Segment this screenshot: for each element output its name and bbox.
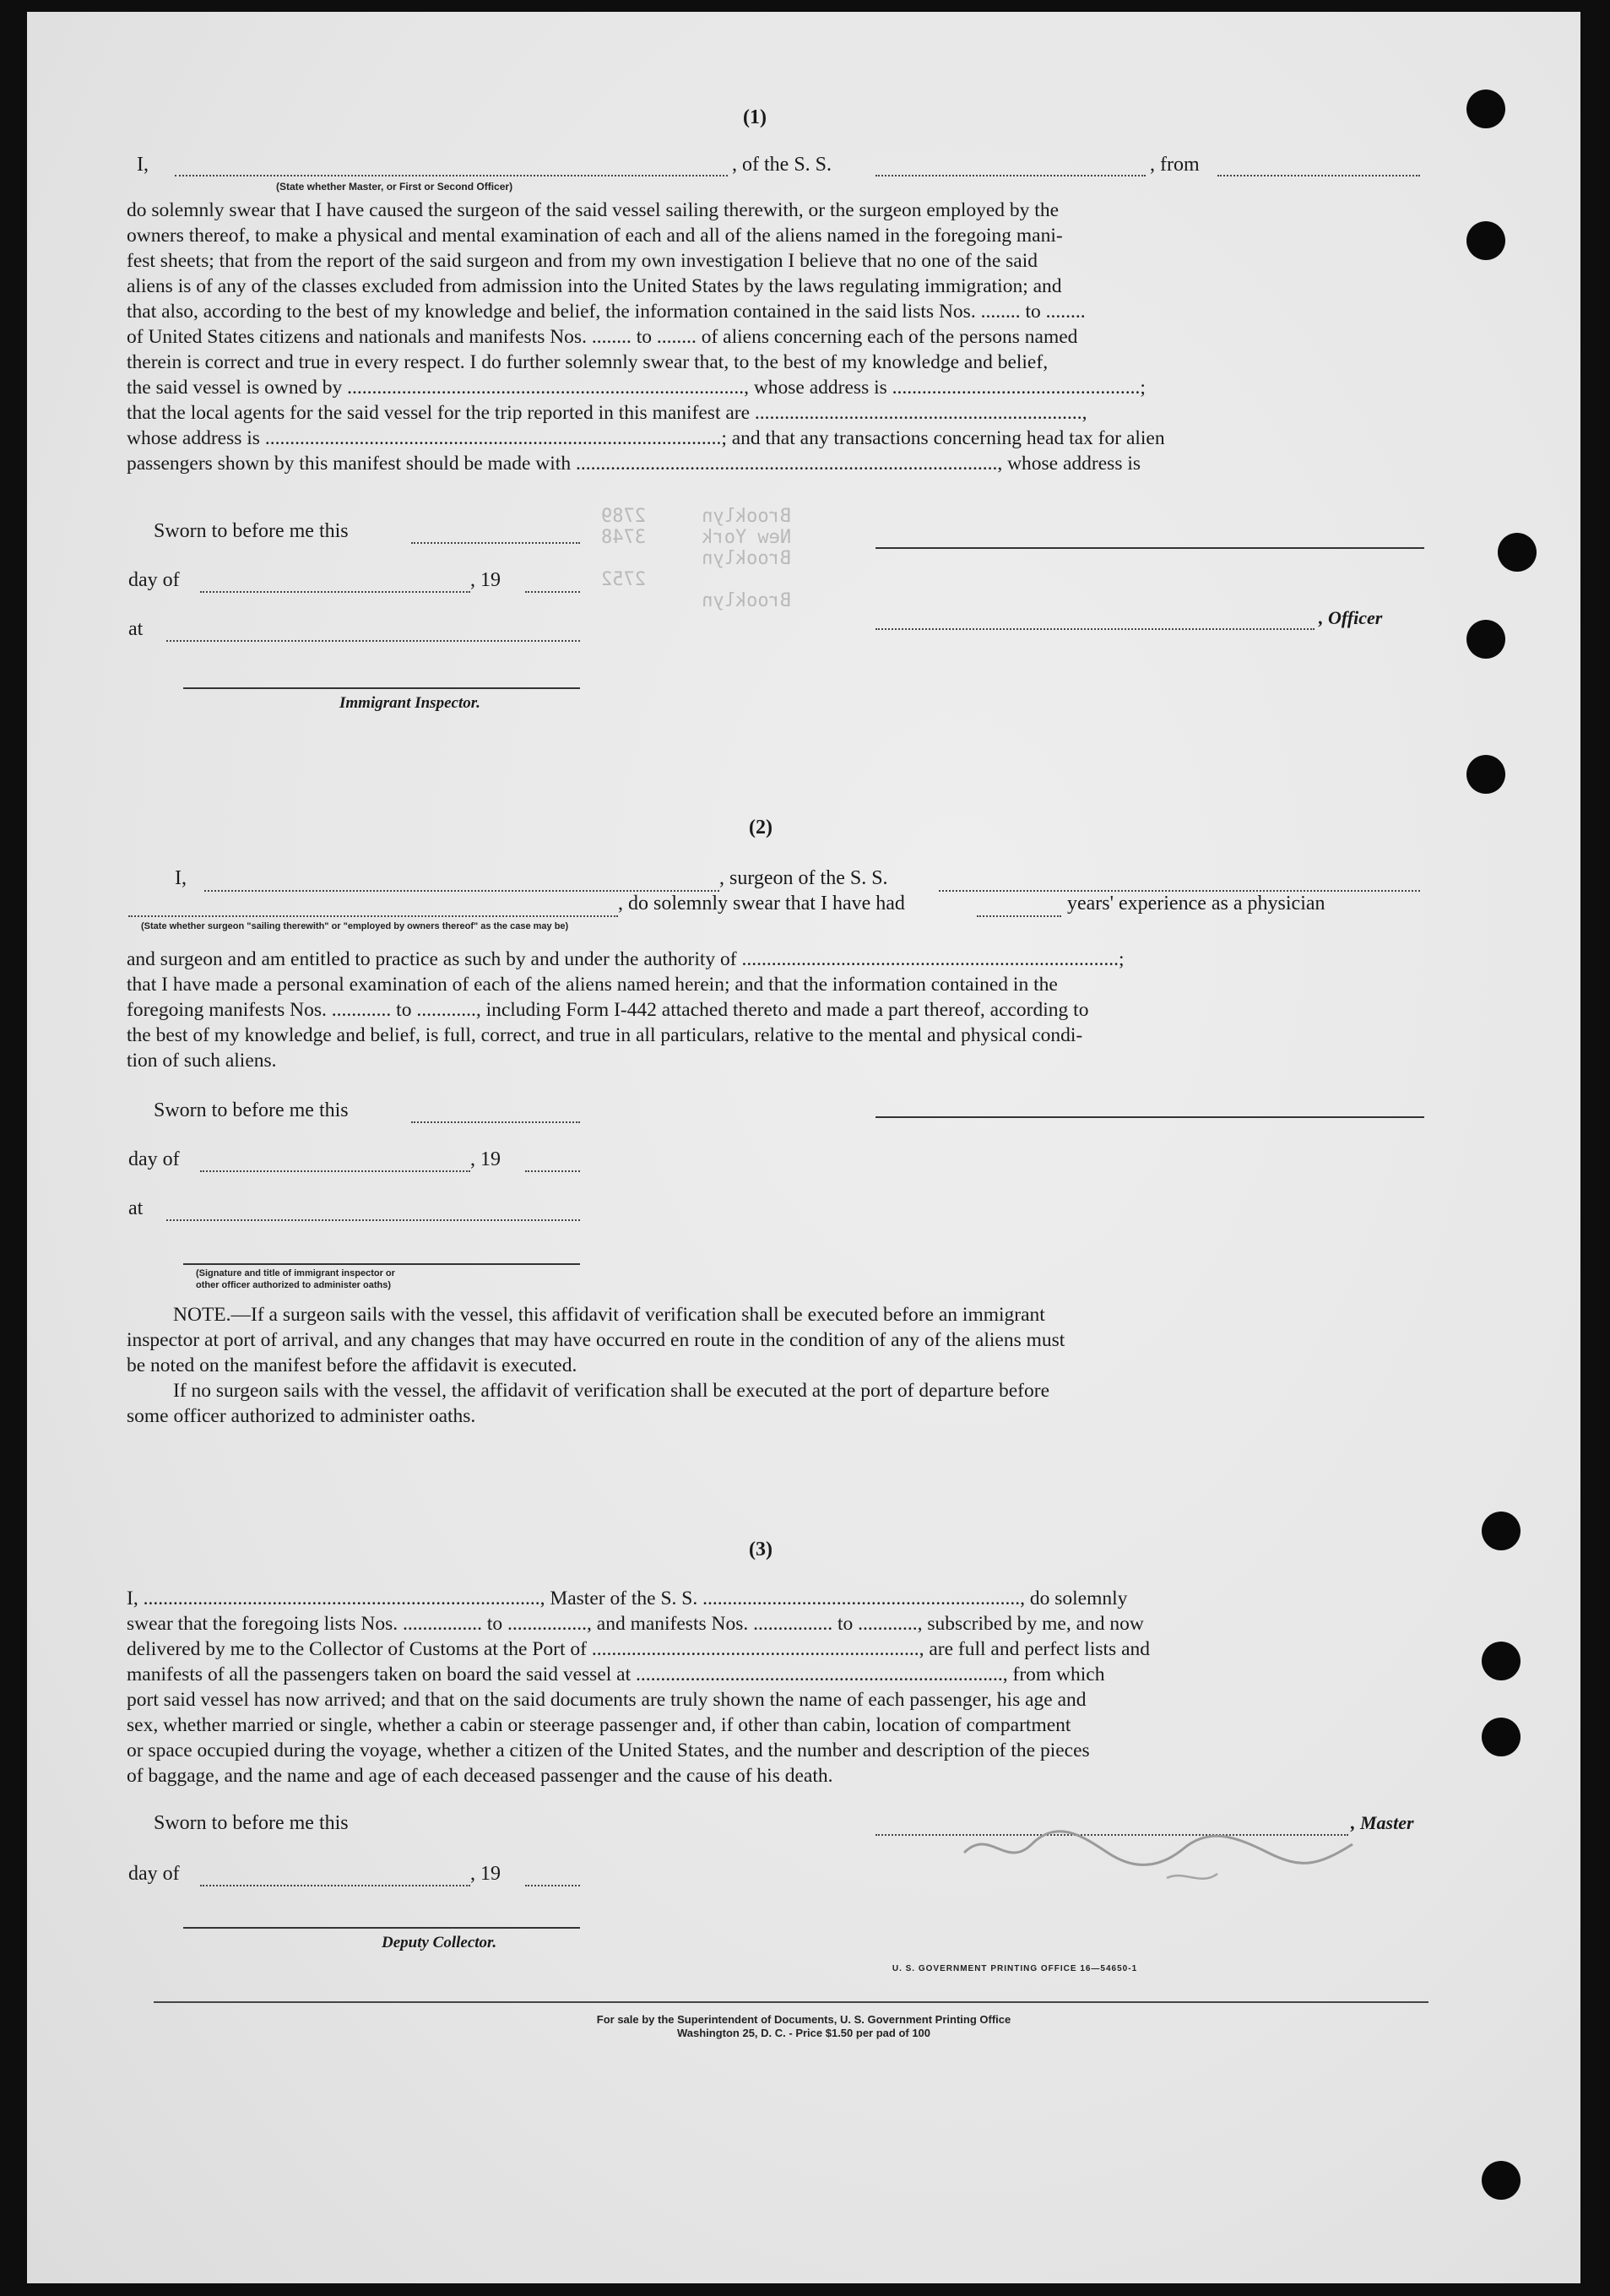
binder-hole-3 [1498,533,1537,572]
section-2-sworn: Sworn to before me this [154,1099,349,1121]
oath-line: sex, whether married or single, whether a cabin or steerage passenger and, if other than cabin, location of compartment [127,1714,1071,1736]
surgeon-name-field[interactable] [204,890,719,892]
binder-hole-1 [1466,90,1505,128]
note-line: inspector at port of arrival, and any changes that may have occurred en route in the condition of any of the aliens must [127,1329,1065,1351]
surgeon-of-ss-label: , surgeon of the S. S. [719,867,888,889]
section-3-month-field[interactable] [200,1885,470,1886]
section-1-number: (1) [743,106,767,128]
years-experience-field[interactable] [977,915,1061,917]
from-port-field[interactable] [1217,175,1420,176]
oath-line: that I have made a personal examination of each of the aliens named herein; and that the information contained in the [127,974,1058,996]
officer-signature-line-1[interactable] [875,547,1424,549]
binder-hole-7 [1482,1642,1521,1680]
section-2-day-of: day of [128,1148,180,1170]
section-1-year-field[interactable] [525,591,580,593]
deputy-collector-title: Deputy Collector. [382,1934,497,1951]
section-1-sworn: Sworn to before me this [154,520,349,542]
section-2-note [127,1302,1427,1429]
section-1-caption: (State whether Master, or First or Second Officer) [276,181,513,193]
section-3-day-of: day of [128,1863,180,1885]
section-2-i: I, [175,867,187,889]
section-1-i: I, [137,154,149,176]
section-1-oath-text [127,198,1427,476]
oath-line: therein is correct and true in every respect. I do further solemnly swear that, to the best of my knowledge and belief, [127,351,1049,373]
oath-line: and surgeon and am entitled to practice as such by and under the authority of ............................................................................; [127,948,1125,970]
oath-line: of United States citizens and nationals and manifests Nos. ........ to ........ of aliens concerning each of the persons named [127,326,1078,348]
note-line: some officer authorized to administer oaths. [127,1405,476,1427]
section-2-signature-caption-1: (Signature and title of immigrant inspector or [196,1268,395,1278]
oath-line: that also, according to the best of my knowledge and belief, the information contained in the said lists Nos. ........ to ........ [127,301,1086,323]
section-2-year-field[interactable] [525,1170,580,1172]
oath-line: owners thereof, to make a physical and mental examination of each and all of the aliens named in the foregoing mani- [127,225,1063,247]
binder-hole-8 [1482,1718,1521,1756]
bleed-through-text: Brooklyn 2789 New York 3748 Brooklyn 2752 Brooklyn [601,506,792,611]
note-line: If no surgeon sails with the vessel, the affidavit of verification shall be executed at the port of departure before [173,1380,1049,1402]
oath-line: swear that the foregoing lists Nos. ................ to ................, and manifests Nos. ................ to ............, subscribed by me, and now [127,1613,1144,1635]
oath-line: passengers shown by this manifest should be made with ....................................................................................., whose address is [127,453,1141,475]
section-3-oath-text [127,1586,1427,1788]
section-2-at: at [128,1197,144,1219]
binder-hole-5 [1466,755,1505,794]
oath-line: tion of such aliens. [127,1050,277,1072]
officer-title: , Officer [1319,607,1383,628]
section-1-month-field[interactable] [200,591,470,593]
officer-signature-line-2[interactable] [875,628,1315,630]
binder-hole-4 [1466,620,1505,659]
master-name-field[interactable] [175,175,728,176]
oath-line: or space occupied during the voyage, whether a citizen of the United States, and the number and description of the pieces [127,1740,1090,1761]
surgeon-vessel-field[interactable] [939,890,1420,892]
surgeon-employment-field[interactable] [128,915,618,917]
oath-line: do solemnly swear that I have caused the surgeon of the said vessel sailing therewith, or the surgeon employed by the [127,199,1060,221]
footer-line-1: For sale by the Superintendent of Documents, U. S. Government Printing Office [596,2013,1011,2026]
vessel-name-field[interactable] [875,175,1146,176]
section-2-oath-text [127,947,1427,1073]
oath-line: delivered by me to the Collector of Customs at the Port of .................................................................., are full and perfect lists and [127,1638,1150,1660]
oath-line: aliens is of any of the classes excluded from admission into the United States by the laws regulating immigration; and [127,275,1062,297]
master-title: , Master [1351,1812,1414,1833]
manifest-back-page [27,12,1580,2283]
binder-hole-6 [1482,1512,1521,1550]
deputy-collector-signature-line[interactable] [183,1927,580,1929]
section-3-number: (3) [749,1539,772,1561]
of-ss-label: , of the S. S. [732,154,832,176]
note-line: be noted on the manifest before the affidavit is executed. [127,1354,577,1376]
oath-line: fest sheets; that from the report of the said surgeon and from my own investigation I believe that no one of the said [127,250,1038,272]
oath-line: whose address is ............................................................................................; and that any transactions concerning head tax for alien [127,427,1165,449]
section-2-number: (2) [749,817,772,839]
inspector-signature-line[interactable] [183,687,580,689]
section-2-at-field[interactable] [166,1219,580,1221]
printing-office-line: U. S. GOVERNMENT PRINTING OFFICE 16—54650-1 [892,1964,1138,1973]
oath-line: the said vessel is owned by ................................................................................, whose address is ..................................................; [127,377,1146,399]
do-solemnly-label: , do solemnly swear that I have had [618,893,905,915]
section-2-caption: (State whether surgeon "sailing therewith" or "employed by owners thereof" as the case may be) [141,921,569,931]
oath-line: I, ................................................................................, Master of the S. S. ................................................................, do solemnly [127,1588,1128,1609]
surgeon-signature-line[interactable] [875,1116,1424,1118]
footer-rule [154,2001,1428,2003]
oath-line: that the local agents for the said vessel for the trip reported in this manifest are .................................................................., [127,402,1087,424]
years-experience-label: years' experience as a physician [1067,893,1325,915]
section-1-day-of: day of [128,569,180,591]
section-1-at: at [128,618,144,640]
section-3-year: , 19 [470,1863,501,1885]
oath-line: foregoing manifests Nos. ............ to ............, including Form I-442 attached thereto and made a part thereof, according to [127,999,1089,1021]
handwritten-notation [956,1819,1395,1895]
section-3-sworn: Sworn to before me this [154,1812,349,1834]
section-1-at-field[interactable] [166,640,580,642]
inspector-title: Immigrant Inspector. [339,694,480,712]
section-2-month-field[interactable] [200,1170,470,1172]
oath-line: the best of my knowledge and belief, is full, correct, and true in all particulars, relative to the mental and physical condi- [127,1024,1083,1046]
from-label: , from [1150,154,1200,176]
binder-hole-2 [1466,221,1505,260]
oath-line: manifests of all the passengers taken on board the said vessel at .........................................................................., from which [127,1664,1105,1685]
note-line: NOTE.—If a surgeon sails with the vessel, this affidavit of verification shall be executed before an immigrant [173,1304,1045,1326]
oath-line: of baggage, and the name and age of each deceased passenger and the cause of his death. [127,1765,833,1787]
section-2-year: , 19 [470,1148,501,1170]
section-2-sworn-day-field[interactable] [411,1121,580,1123]
section-2-signature-caption-2: other officer authorized to administer oaths) [196,1280,392,1290]
section-1-sworn-day-field[interactable] [411,542,580,544]
section-2-signature-line[interactable] [183,1263,580,1265]
footer-line-2: Washington 25, D. C. - Price $1.50 per pad of 100 [676,2027,931,2039]
binder-hole-9 [1482,2161,1521,2200]
section-1-year: , 19 [470,569,501,591]
oath-line: port said vessel has now arrived; and that on the said documents are truly shown the name of each passenger, his age and [127,1689,1087,1711]
section-3-year-field[interactable] [525,1885,580,1886]
